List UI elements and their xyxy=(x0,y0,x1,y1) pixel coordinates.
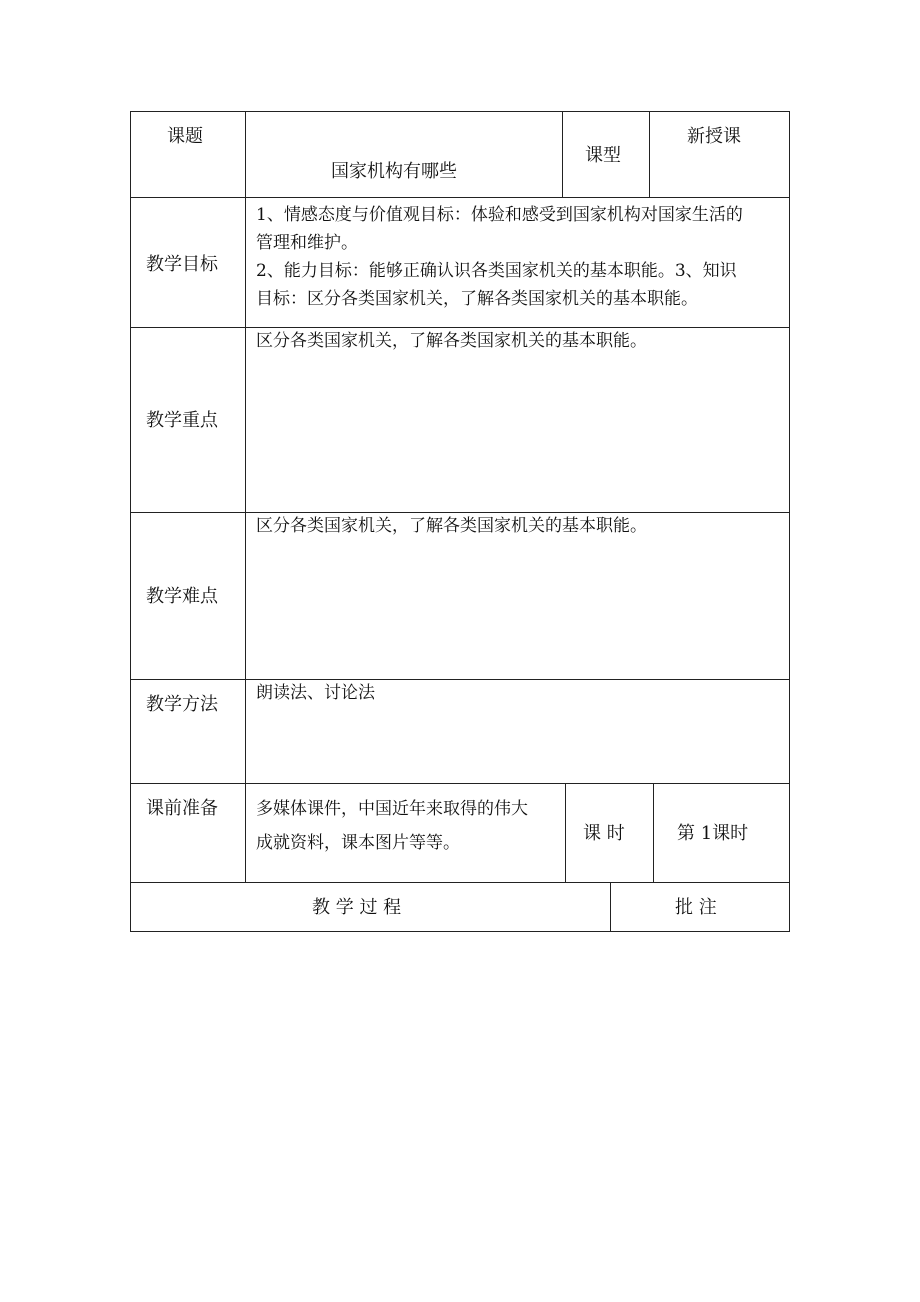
type-value: 新授课 xyxy=(687,126,741,147)
objective-line: 2、能力目标：能够正确认识各类国家机关的基本职能。3、知识 xyxy=(256,261,737,281)
table-border xyxy=(130,111,790,112)
notes-label: 批 注 xyxy=(675,897,717,918)
difficulties-text: 区分各类国家机关，了解各类国家机关的基本职能。 xyxy=(256,516,647,536)
preparation-label: 课前准备 xyxy=(146,798,218,819)
key-points-text: 区分各类国家机关，了解各类国家机关的基本职能。 xyxy=(256,331,647,351)
col-divider xyxy=(245,111,246,882)
objective-line: 目标：区分各类国家机关，了解各类国家机关的基本职能。 xyxy=(256,289,698,309)
objective-line: 1、情感态度与价值观目标：体验和感受到国家机构对国家生活的 xyxy=(256,205,743,225)
methods-text: 朗读法、讨论法 xyxy=(256,683,375,703)
table-border xyxy=(130,931,790,932)
topic-value: 国家机构有哪些 xyxy=(331,161,457,182)
col-divider xyxy=(610,882,611,931)
type-label: 课型 xyxy=(585,145,621,166)
col-divider xyxy=(562,111,563,197)
objectives-text xyxy=(256,201,786,313)
objective-line: 管理和维护。 xyxy=(256,233,358,253)
col-divider xyxy=(649,111,650,197)
table-border xyxy=(130,111,131,932)
col-divider xyxy=(653,783,654,882)
col-divider xyxy=(565,783,566,882)
key-points-label: 教学重点 xyxy=(146,410,218,431)
row-divider xyxy=(130,783,790,784)
preparation-text xyxy=(256,792,528,860)
objectives-label: 教学目标 xyxy=(146,254,218,275)
row-divider xyxy=(130,882,790,883)
preparation-line: 多媒体课件，中国近年来取得的伟大 xyxy=(256,799,528,819)
teaching-process-label: 教 学 过 程 xyxy=(312,897,402,918)
difficulties-label: 教学难点 xyxy=(146,586,218,607)
row-divider xyxy=(130,197,790,198)
table-border xyxy=(789,111,790,932)
period-value: 第 1课时 xyxy=(677,823,749,844)
preparation-line: 成就资料，课本图片等等。 xyxy=(256,833,460,853)
row-divider xyxy=(130,679,790,680)
period-label: 课 时 xyxy=(583,823,625,844)
topic-label: 课题 xyxy=(167,126,203,147)
methods-label: 教学方法 xyxy=(146,694,218,715)
